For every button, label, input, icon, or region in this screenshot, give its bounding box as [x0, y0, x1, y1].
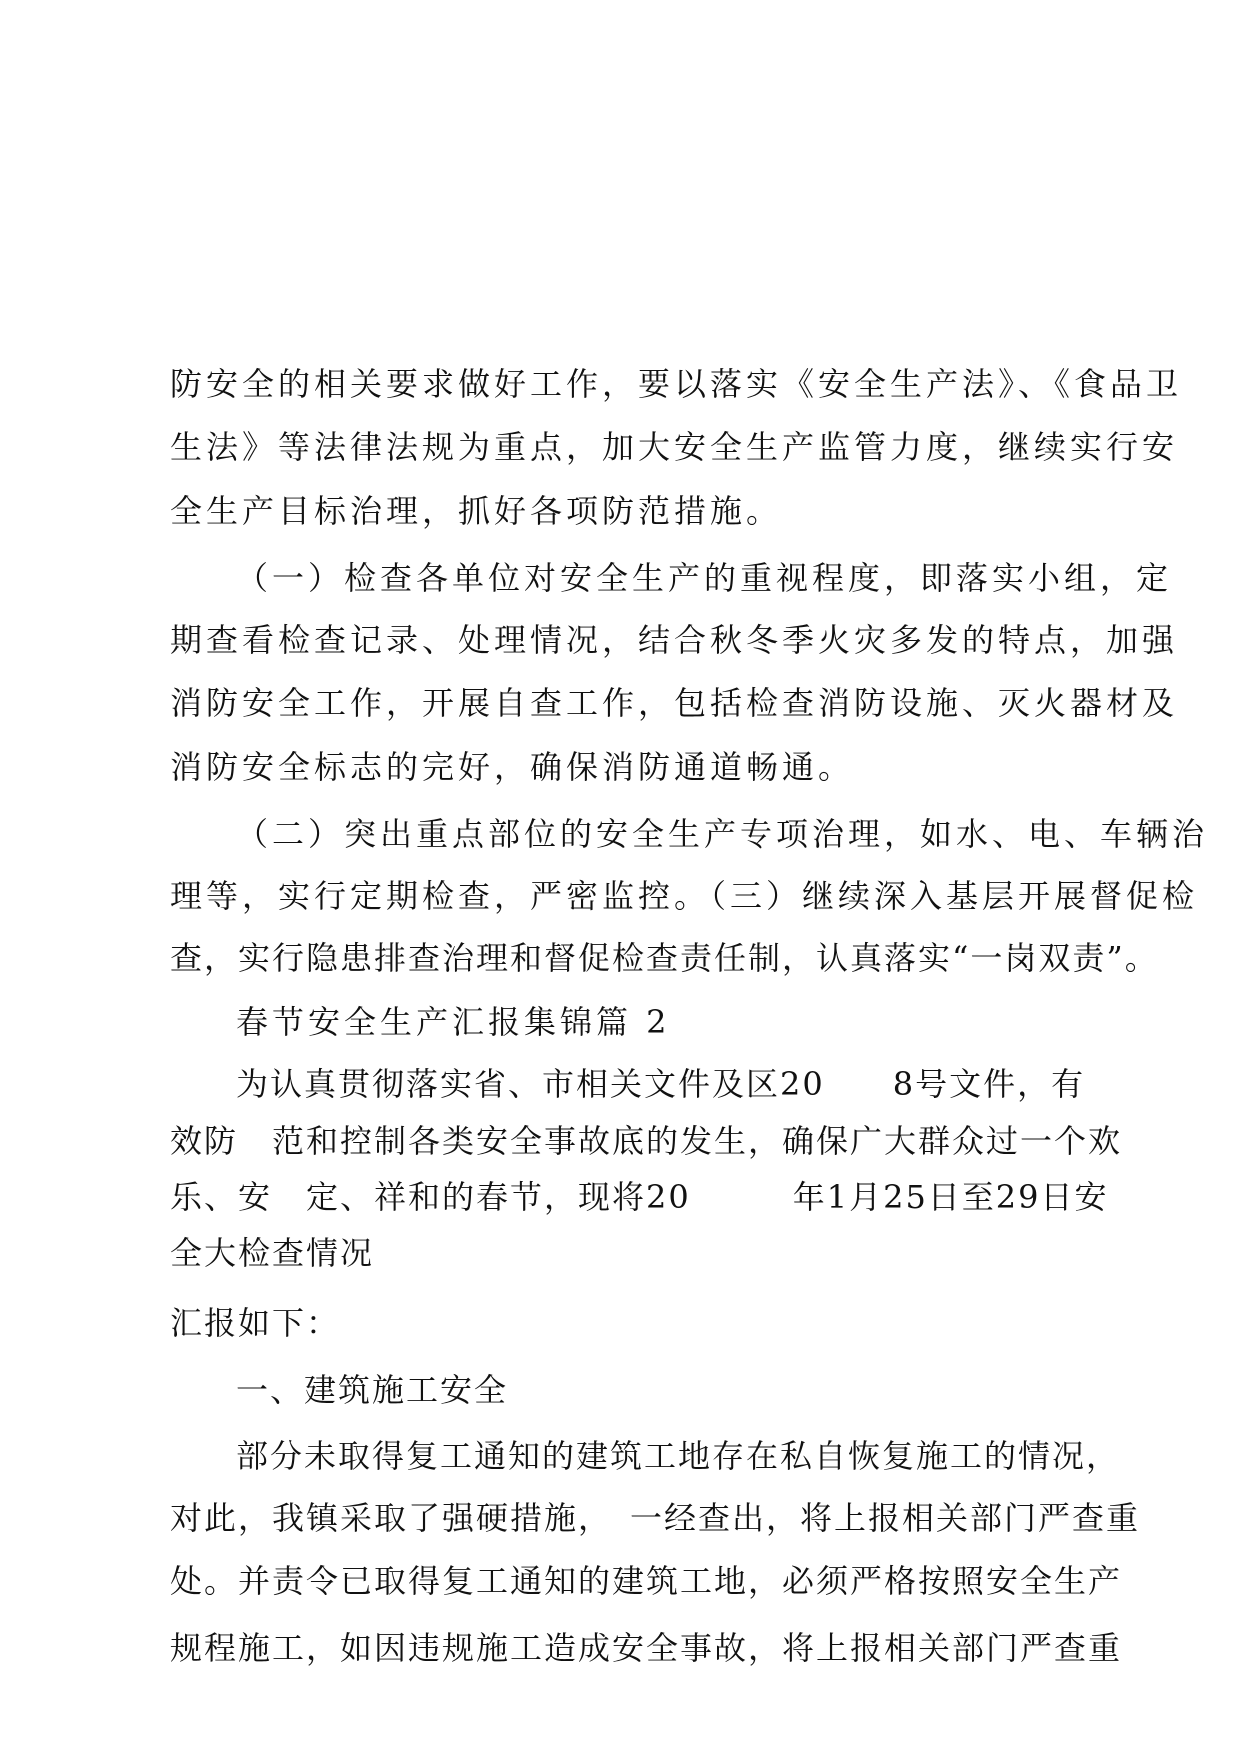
paragraph-line: 防安全的相关要求做好工作，要以落实《安全生产法》、《食品卫 [170, 365, 1183, 403]
paragraph-line: 生法》等法律法规为重点，加大安全生产监管力度，继续实行安 [170, 428, 1179, 466]
paragraph-line: 为认真贯彻落实省、市相关文件及区20 8号文件，有 [236, 1065, 1086, 1103]
section-heading: 一、建筑施工安全 [236, 1371, 509, 1409]
paragraph-line: 期查看检查记录、处理情况，结合秋冬季火灾多发的特点，加强 [170, 621, 1179, 659]
paragraph-line: 效防 范和控制各类安全事故底的发生，确保广大群众过一个欢 [170, 1122, 1123, 1160]
paragraph-line: （一）检查各单位对安全生产的重视程度，即落实小组，定 [236, 559, 1173, 597]
paragraph-line: 消防安全工作，开展自查工作，包括检查消防设施、灭火器材及 [170, 684, 1179, 722]
paragraph-line: 部分未取得复工通知的建筑工地存在私自恢复施工的情况， [236, 1437, 1121, 1475]
paragraph-line: 查，实行隐患排查治理和督促检查责任制，认真落实“一岗双责”。 [170, 939, 1159, 977]
paragraph-line: 全大检查情况 [170, 1234, 375, 1272]
paragraph-line: （二）突出重点部位的安全生产专项治理，如水、电、车辆治 [236, 815, 1209, 853]
paragraph-line: 消防安全标志的完好，确保消防通道畅通。 [170, 748, 855, 786]
paragraph-line: 汇报如下： [170, 1304, 341, 1342]
paragraph-line: 规程施工，如因违规施工造成安全事故，将上报相关部门严查重 [170, 1629, 1123, 1667]
section-heading: 春节安全生产汇报集锦篇 2 [236, 1003, 671, 1041]
paragraph-line: 全生产目标治理，抓好各项防范措施。 [170, 492, 783, 530]
paragraph-line: 对此，我镇采取了强硬措施， 一经查出，将上报相关部门严查重 [170, 1499, 1141, 1537]
paragraph-line: 处。并责令已取得复工通知的建筑工地，必须严格按照安全生产 [170, 1562, 1123, 1600]
paragraph-line: 乐、安 定、祥和的春节，现将20 年1月25日至29日安 [170, 1178, 1109, 1216]
paragraph-line: 理等，实行定期检查，严密监控。（三）继续深入基层开展督促检 [170, 877, 1199, 915]
